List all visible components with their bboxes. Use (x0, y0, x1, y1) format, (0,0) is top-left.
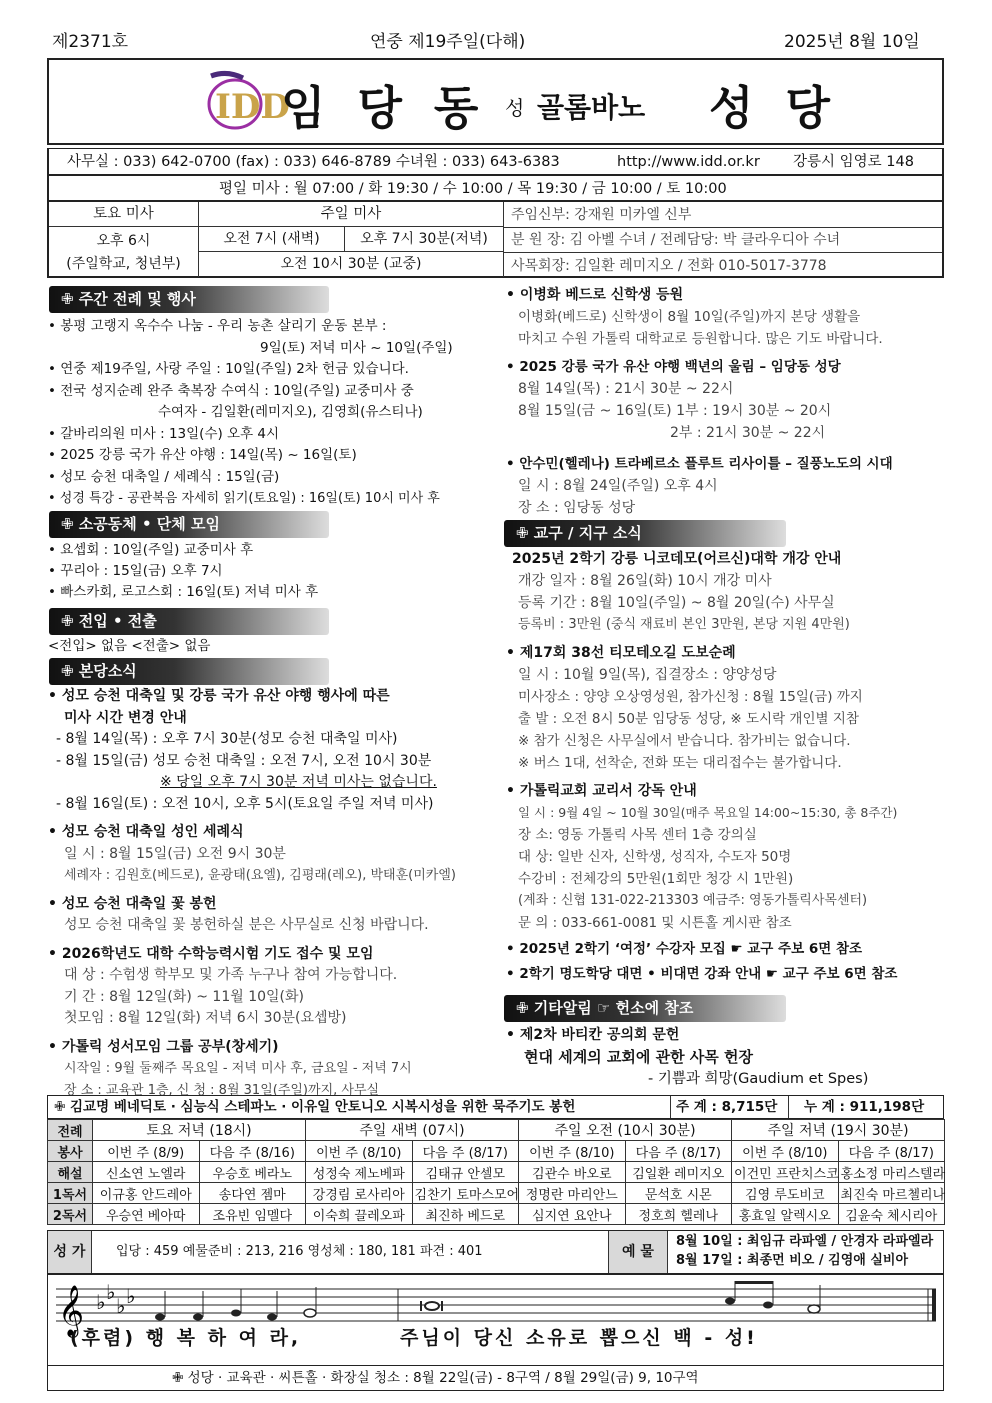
gift-label: 예 물 (608, 1231, 668, 1273)
roster-week: 이번 주 (8/10) (519, 1141, 626, 1162)
logo-letters: IDD (215, 87, 290, 127)
news-line: 기 간 : 8월 12일(화) ~ 11월 10일(화) (64, 988, 304, 1005)
refrain-lyric-b: 주님이 당신 소유로 뽑으신 백 - 성! (400, 1327, 758, 1349)
choir-hymns: 입당 : 459 예물준비 : 213, 216 영성체 : 180, 181 파견 : 401 (116, 1244, 483, 1259)
parish-name: 임 당 동 (281, 81, 487, 135)
roster-cell: 신소연 노엘라 (93, 1162, 200, 1183)
roster-cell: 최진숙 마르첼리나 (838, 1183, 945, 1204)
news-line: 등록비 : 3만원 (중식 재료비 본인 3만원, 본당 지원 4만원) (518, 617, 850, 632)
treble-clef-icon: 𝄞 (58, 1285, 85, 1336)
event-item: 9일(토) 저녁 미사 ~ 10일(주일) (260, 339, 453, 356)
news-line: 대 상: 일반 신자, 신학생, 성직자, 수도자 50명 (518, 849, 792, 865)
church-suffix: 성 당 (709, 81, 838, 135)
roster-group: 주일 오전 (10시 30분) (519, 1120, 732, 1141)
convent-info: 분 원 장: 김 아벨 수녀 / 전례담당: 박 클라우디아 수녀 (511, 232, 841, 248)
news-line: - 8월 16일(토) : 오전 10시, 오후 5시(토요일 주일 저녁 미사) (56, 795, 434, 812)
event-item: • 2025 강릉 국가 유산 야행 : 14일(목) ~ 16일(토) (48, 447, 357, 463)
news-line: 문 의 : 033-661-0081 및 시튼홀 게시판 참조 (518, 915, 792, 931)
news-line: 일 시 : 8월 24일(주일) 오후 4시 (518, 478, 718, 494)
news-line: 미사장소 : 양양 오상영성원, 참가신청 : 8월 15일(금) 까지 (518, 689, 863, 705)
roster-group: 주일 새벽 (07시) (306, 1120, 519, 1141)
liturgical-day: 연중 제19주일(다해) (370, 32, 526, 52)
key-signature-icon (96, 1280, 135, 1318)
news-title: • 2025년 2학기 ‘여정’ 수강자 모집 ☛ 교구 주보 6면 참조 (506, 941, 863, 957)
diocese-news (506, 548, 946, 985)
weekly-events-list (48, 316, 498, 510)
news-line: ※ 버스 1대, 선착순, 전화 또는 대리접수는 불가합니다. (518, 755, 842, 771)
roster-cell: 강경림 로사리아 (306, 1183, 413, 1204)
roster-cell: 홍소정 마리스텔라 (838, 1162, 945, 1183)
section-transfers: ✙ 전입 • 전출 (49, 608, 329, 635)
refrain-lyric-a: (후렴) 행 복 하 여 라, (70, 1327, 302, 1349)
news-line: 2부 : 21시 30분 ~ 22시 (670, 425, 826, 441)
choir-label: 성 가 (48, 1231, 92, 1273)
council-president: 사목회장: 김일환 레미지오 / 전화 010-5017-3778 (511, 258, 827, 274)
roster-group: 주일 저녁 (19시 30분) (732, 1120, 945, 1141)
news-line: 등록 기간 : 8월 10일(주일) ~ 8월 20일(수) 사무실 (518, 595, 835, 611)
table-row (48, 1204, 945, 1225)
weekday-mass: 평일 미사 : 월 07:00 / 화 19:30 / 수 10:00 / 목 19:30 / 금 10:00 / 토 10:00 (219, 181, 727, 197)
roster-cell: 김윤숙 체시리아 (838, 1204, 945, 1225)
total-count: 누 계 : 911,198단 (804, 1099, 925, 1115)
news-line: ※ 참가 신청은 사무실에서 받습니다. 참가비는 없습니다. (518, 733, 851, 749)
table-row (48, 1183, 945, 1204)
sunday-mass-header: 주일 미사 (199, 202, 504, 227)
patron-name: 골롬바노 (537, 91, 646, 124)
roster-group: 토요 저녁 (18시) (93, 1120, 306, 1141)
week-count: 주 계 : 8,715단 (676, 1099, 778, 1115)
gift-line: 8월 10일 : 최임규 라파엘 / 안경자 라파엘라 (676, 1234, 934, 1249)
masthead (47, 58, 944, 145)
sunday-mass-evening: 오후 7시 30분(저녁) (345, 227, 504, 252)
cleaning-bar (47, 1366, 944, 1391)
svg-text:♭: ♭ (126, 1284, 136, 1308)
cleaning-schedule: ✙ 성당 · 교육관 · 씨튼홀 · 화장실 청소 : 8월 22일(금) - 8구역 / 8월 29일(금) 9, 10구역 (172, 1370, 699, 1386)
saturday-mass-time (49, 227, 199, 277)
news-line: 수강비 : 전체강의 5만원(1회만 청강 시 1만원) (518, 871, 794, 887)
news-title: 미사 시간 변경 안내 (64, 709, 187, 726)
event-item: • 연중 제19주일, 사랑 주일 : 10일(주일) 2차 헌금 있습니다. (48, 361, 409, 377)
news-line: 대 상 : 수험생 학부모 및 가족 누구나 참여 가능합니다. (64, 967, 398, 983)
table-row (48, 1162, 945, 1183)
roster-week: 다음 주 (8/17) (412, 1141, 519, 1162)
news-line: - 8월 14일(목) : 오후 7시 30분(성모 승천 대축일 미사) (56, 731, 398, 747)
roster-cell: 우승연 베아따 (93, 1204, 200, 1225)
group-item: • 꾸리아 : 15일(금) 오후 7시 (48, 563, 223, 579)
news-line: 8월 15일(금 ~ 16일(토) 1부 : 19시 30분 ~ 20시 (518, 403, 832, 419)
event-item: • 성모 승천 대축일 / 세례식 : 15일(금) (48, 468, 280, 485)
contact-phones: 사무실 : 033) 642-0700 (fax) : 033) 646-8789 수녀원 : 033) 643-6383 (67, 154, 560, 170)
roster-cell: 성정숙 제노베파 (306, 1162, 413, 1183)
transfers-text: <전입> 없음 <전출> 없음 (48, 638, 211, 654)
news-line: 개강 일자 : 8월 26일(화) 10시 개강 미사 (518, 573, 772, 589)
groups-list (48, 540, 318, 603)
roster-cell: 우승호 베라노 (199, 1162, 306, 1183)
roster-week: 이번 주 (8/10) (732, 1141, 839, 1162)
news-title: • 제2차 바티칸 공의회 문헌 (506, 1027, 680, 1043)
gift-line: 8월 17일 : 최종먼 비오 / 김영애 실비아 (676, 1253, 909, 1268)
roster-cell: 심지연 요안나 (519, 1204, 626, 1225)
news-line: 이병화(베드로) 신학생이 8월 10일(주일)까지 본당 생활을 (518, 309, 861, 325)
roster-cell: 이규홍 안드레아 (93, 1183, 200, 1204)
news-line: 마치고 수원 가톨릭 대학교로 등원합니다. 많은 기도 바랍니다. (518, 331, 883, 347)
mass-schedule (47, 201, 944, 278)
roster-label: 봉사 (48, 1141, 93, 1162)
group-item: • 빠스카회, 로고스회 : 16일(토) 저녁 미사 후 (48, 584, 319, 600)
roster-week: 이번 주 (8/10) (306, 1141, 413, 1162)
address: 강릉시 임영로 148 (793, 154, 914, 170)
section-weekly-events: ✙ 주간 전례 및 행사 (49, 286, 329, 313)
news-title: • 이병화 베드로 신학생 등원 (506, 287, 684, 303)
refrain-music (47, 1274, 944, 1366)
liturgy-roster (47, 1119, 945, 1225)
website-link[interactable]: http://www.idd.or.kr (617, 154, 760, 170)
right-news (506, 284, 946, 519)
event-item: 수여자 - 김일환(레미지오), 김영희(유스티나) (158, 404, 423, 420)
roster-role: 해설 (48, 1162, 93, 1183)
issue-number: 제2371호 (52, 32, 129, 52)
news-title: • 2학기 명도학당 대면 • 비대면 강좌 안내 ☛ 교구 주보 6면 참조 (506, 966, 898, 982)
event-item: • 전국 성지순례 완주 축복장 수여식 : 10일(주일) 교중미사 중 (48, 382, 414, 399)
contact-bar (47, 148, 944, 175)
roster-cell: 최진하 베드로 (412, 1204, 519, 1225)
news-line: 일 시 : 10월 9일(목), 집결장소 : 양양성당 (518, 667, 777, 683)
news-line: (계좌 : 신협 131-022-213303 예금주: 영동가톨릭사목센터) (518, 893, 868, 908)
news-title: • 가톨릭교회 교리서 강독 안내 (506, 783, 697, 799)
news-line: 일 시 : 8월 15일(금) 오전 9시 30분 (64, 845, 286, 862)
svg-text:♭: ♭ (96, 1290, 106, 1314)
event-item: • 갈바리의원 미사 : 13일(수) 오후 4시 (48, 425, 280, 442)
news-title: • 가톨릭 성서모임 그룹 공부(창세기) (48, 1038, 279, 1055)
svg-text:♭: ♭ (116, 1294, 126, 1318)
news-line: 출 발 : 오전 8시 50분 임당동 성당, ※ 도시락 개인별 지참 (518, 711, 859, 727)
roster-week: 다음 주 (8/16) (199, 1141, 306, 1162)
news-title: • 2025 강릉 국가 유산 야행 백년의 울림 – 임당동 성당 (506, 359, 841, 375)
roster-cell: 김일환 레미지오 (625, 1162, 732, 1183)
news-line: 성모 승천 대축일 꽃 봉헌하실 분은 사무실로 신청 바랍니다. (64, 917, 429, 933)
saturday-note: (주일학교, 청년부) (66, 256, 181, 272)
roster-role: 2독서 (48, 1204, 93, 1225)
news-title: • 2026학년도 대학 수학능력시험 기도 접수 및 모임 (48, 945, 374, 962)
news-line: 세례자 : 김원호(베드로), 윤광태(요엘), 김평래(레오), 박태훈(미카엘) (64, 868, 456, 883)
news-title: • 성모 승천 대축일 성인 세례식 (48, 824, 244, 840)
roster-cell: 이건민 프란치스코 (732, 1162, 839, 1183)
roster-cell: 김태규 안셀모 (412, 1162, 519, 1183)
note-icons (155, 1281, 820, 1321)
sunday-mass-main: 오전 10시 30분 (교중) (199, 252, 504, 277)
parish-news (48, 686, 503, 1101)
roster-cell: 정호희 헬레나 (625, 1204, 732, 1225)
saturday-mass-header: 토요 미사 (49, 202, 199, 227)
rosary-intention: ✙ 김교명 베네딕토 · 심능식 스테파노 · 이유일 안토니오 시복시성을 위한 묵주기도 봉헌 (54, 1099, 576, 1115)
roster-cell: 김찬기 토마스모어 (412, 1183, 519, 1204)
section-groups: ✙ 소공동체 • 단체 모임 (49, 511, 329, 538)
news-line: 일 시 : 9월 4일 ~ 10월 30일(매주 목요일 14:00~15:30, 총 8주간) (518, 805, 898, 820)
roster-label: 전례 (48, 1120, 93, 1141)
news-line: ※ 당일 오후 7시 30분 저녁 미사는 없습니다. (160, 774, 437, 790)
roster-cell: 이숙희 끌레오파 (306, 1204, 413, 1225)
roster-cell: 문석호 시몬 (625, 1183, 732, 1204)
svg-text:♭: ♭ (106, 1280, 116, 1304)
news-title: • 안수민(헬레나) 트라베르소 플루트 리사이틀 – 질풍노도의 시대 (506, 456, 893, 472)
section-diocese-news: ✙ 교구 / 지구 소식 (504, 520, 786, 547)
roster-cell: 홍효일 알렉시오 (732, 1204, 839, 1225)
roster-week: 다음 주 (8/17) (625, 1141, 732, 1162)
roster-week: 다음 주 (8/17) (838, 1141, 945, 1162)
news-line: 장 소 : 임당동 성당 (518, 500, 636, 516)
issue-date: 2025년 8월 10일 (784, 32, 920, 52)
news-title: • 제17회 38선 티모테오길 도보순례 (506, 645, 736, 661)
news-line: 첫모임 : 8월 12일(화) 저녁 6시 30분(요셉방) (64, 1010, 347, 1026)
news-line: - 8월 15일(금) 성모 승천 대축일 : 오전 7시, 오전 10시 30분 (56, 752, 432, 769)
news-title: • 성모 승천 대축일 및 강릉 국가 유산 야행 행사에 따른 (48, 688, 390, 704)
weekday-mass-bar (47, 175, 944, 201)
news-line: 현대 세계의 교회에 관한 사목 헌장 (524, 1048, 753, 1066)
roster-week: 이번 주 (8/9) (93, 1141, 200, 1162)
news-line: 시작일 : 9월 둘째주 목요일 - 저녁 미사 후, 금요일 - 저녁 7시 (64, 1061, 412, 1076)
other-notices (506, 1024, 946, 1090)
parish-logo (197, 66, 290, 142)
section-other-notices: ✙ 기타알림 ☞ 헌소에 참조 (504, 995, 786, 1022)
choir-gift-bar (47, 1230, 944, 1274)
rosary-bar (47, 1095, 944, 1119)
news-title: 2025년 2학기 강릉 니코데모(어르신)대학 개강 안내 (512, 551, 842, 567)
news-line: 8월 14일(목) : 21시 30분 ~ 22시 (518, 381, 734, 397)
pastor: 주임신부: 강재원 미카엘 신부 (511, 207, 692, 223)
event-item: • 봉평 고랭지 옥수수 나눔 - 우리 농촌 살리기 운동 본부 : (48, 318, 387, 334)
roster-cell: 김관수 바오로 (519, 1162, 626, 1183)
event-item: • 성경 특강 - 공관복음 자세히 읽기(토요일) : 16일(토) 10시 미사 후 (48, 491, 440, 506)
roster-role: 1독서 (48, 1183, 93, 1204)
saturday-time: 오후 6시 (96, 233, 151, 249)
news-line: - 기쁨과 희망(Gaudium et Spes) (648, 1071, 869, 1087)
roster-cell: 김영 루도비코 (732, 1183, 839, 1204)
roster-cell: 송다연 젬마 (199, 1183, 306, 1204)
sunday-mass-dawn: 오전 7시 (새벽) (199, 227, 345, 252)
news-title: • 성모 승천 대축일 꽃 봉헌 (48, 895, 217, 912)
section-parish-news: ✙ 본당소식 (49, 658, 329, 685)
news-line: 장 소 : 교육관 1층, 신 청 : 8월 31일(주일)까지, 사무실 (64, 1082, 380, 1098)
roster-cell: 조유빈 임멜다 (199, 1204, 306, 1225)
news-line: 장 소: 영동 가톨릭 사목 센터 1층 강의실 (518, 827, 757, 843)
patron-prefix: 성 (505, 96, 525, 120)
group-item: • 요셉회 : 10일(주일) 교중미사 후 (48, 542, 254, 558)
roster-cell: 정명란 마리안느 (519, 1183, 626, 1204)
